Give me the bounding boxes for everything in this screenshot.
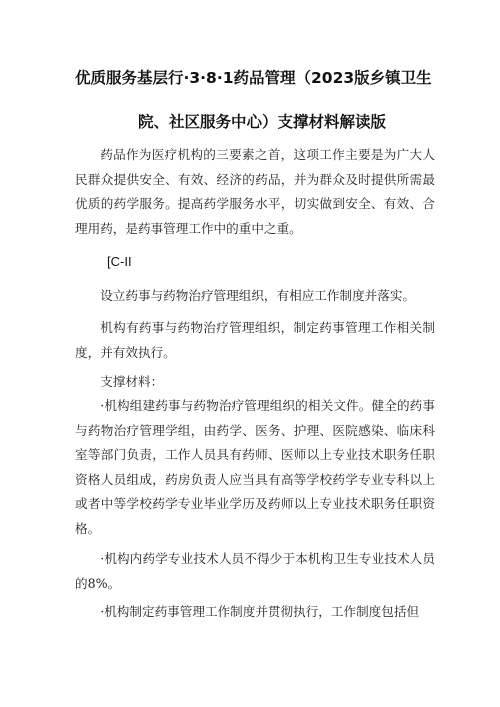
support-label-block: [75, 370, 435, 394]
bullet-block-3: [75, 600, 435, 624]
support-item: ·机构内药学专业技术人员不得少于本机构卫生专业技术人员的8%。: [75, 551, 435, 591]
document-title-line-2: 院、社区服务中心）支撑材料解读版: [138, 113, 387, 131]
standard-code: [C-II: [107, 254, 132, 269]
bullet-block-1: [75, 394, 435, 541]
support-materials-label: 支撑材料：: [100, 374, 164, 389]
detail-paragraph: 机构有药事与药物治疗管理组织，制定药事管理工作相关制度，并有效执行。: [75, 320, 435, 360]
support-item: ·机构制定药事管理工作制度并贯彻执行，工作制度包括但: [100, 604, 420, 619]
detail-block: [75, 316, 435, 365]
intro-paragraph-block: [75, 143, 435, 241]
requirement-paragraph: 设立药事与药物治疗管理组织，有相应工作制度并落实。: [100, 288, 416, 303]
intro-paragraph: 药品作为医疗机构的三要素之首，这项工作主要是为广大人民群众提供安全、有效、经济的药品，并为群众及时提供所需最优质的药学服务。提高药学服务水平，切实做到安全、有效、合理用药，是药事管理工作中的重中之重。: [75, 147, 435, 236]
bullet-block-2: [75, 547, 435, 596]
requirement-block: [75, 284, 435, 308]
document-title-line-1: 优质服务基层行·3·8·1药品管理（2023版乡镇卫生: [75, 69, 432, 87]
support-item: ·机构组建药事与药物治疗管理组织的相关文件。健全的药事与药物治疗管理学组，由药学、医务、护理、医院感染、临床科室等部门负责，工作人员具有药师、医师以上专业技术职务任职资格人员组成，药房负责人应当具有高等学校药学专业专科以上或者中等学校药学专业毕业学历及药师以上专业技术职务任职资格。: [75, 398, 435, 536]
